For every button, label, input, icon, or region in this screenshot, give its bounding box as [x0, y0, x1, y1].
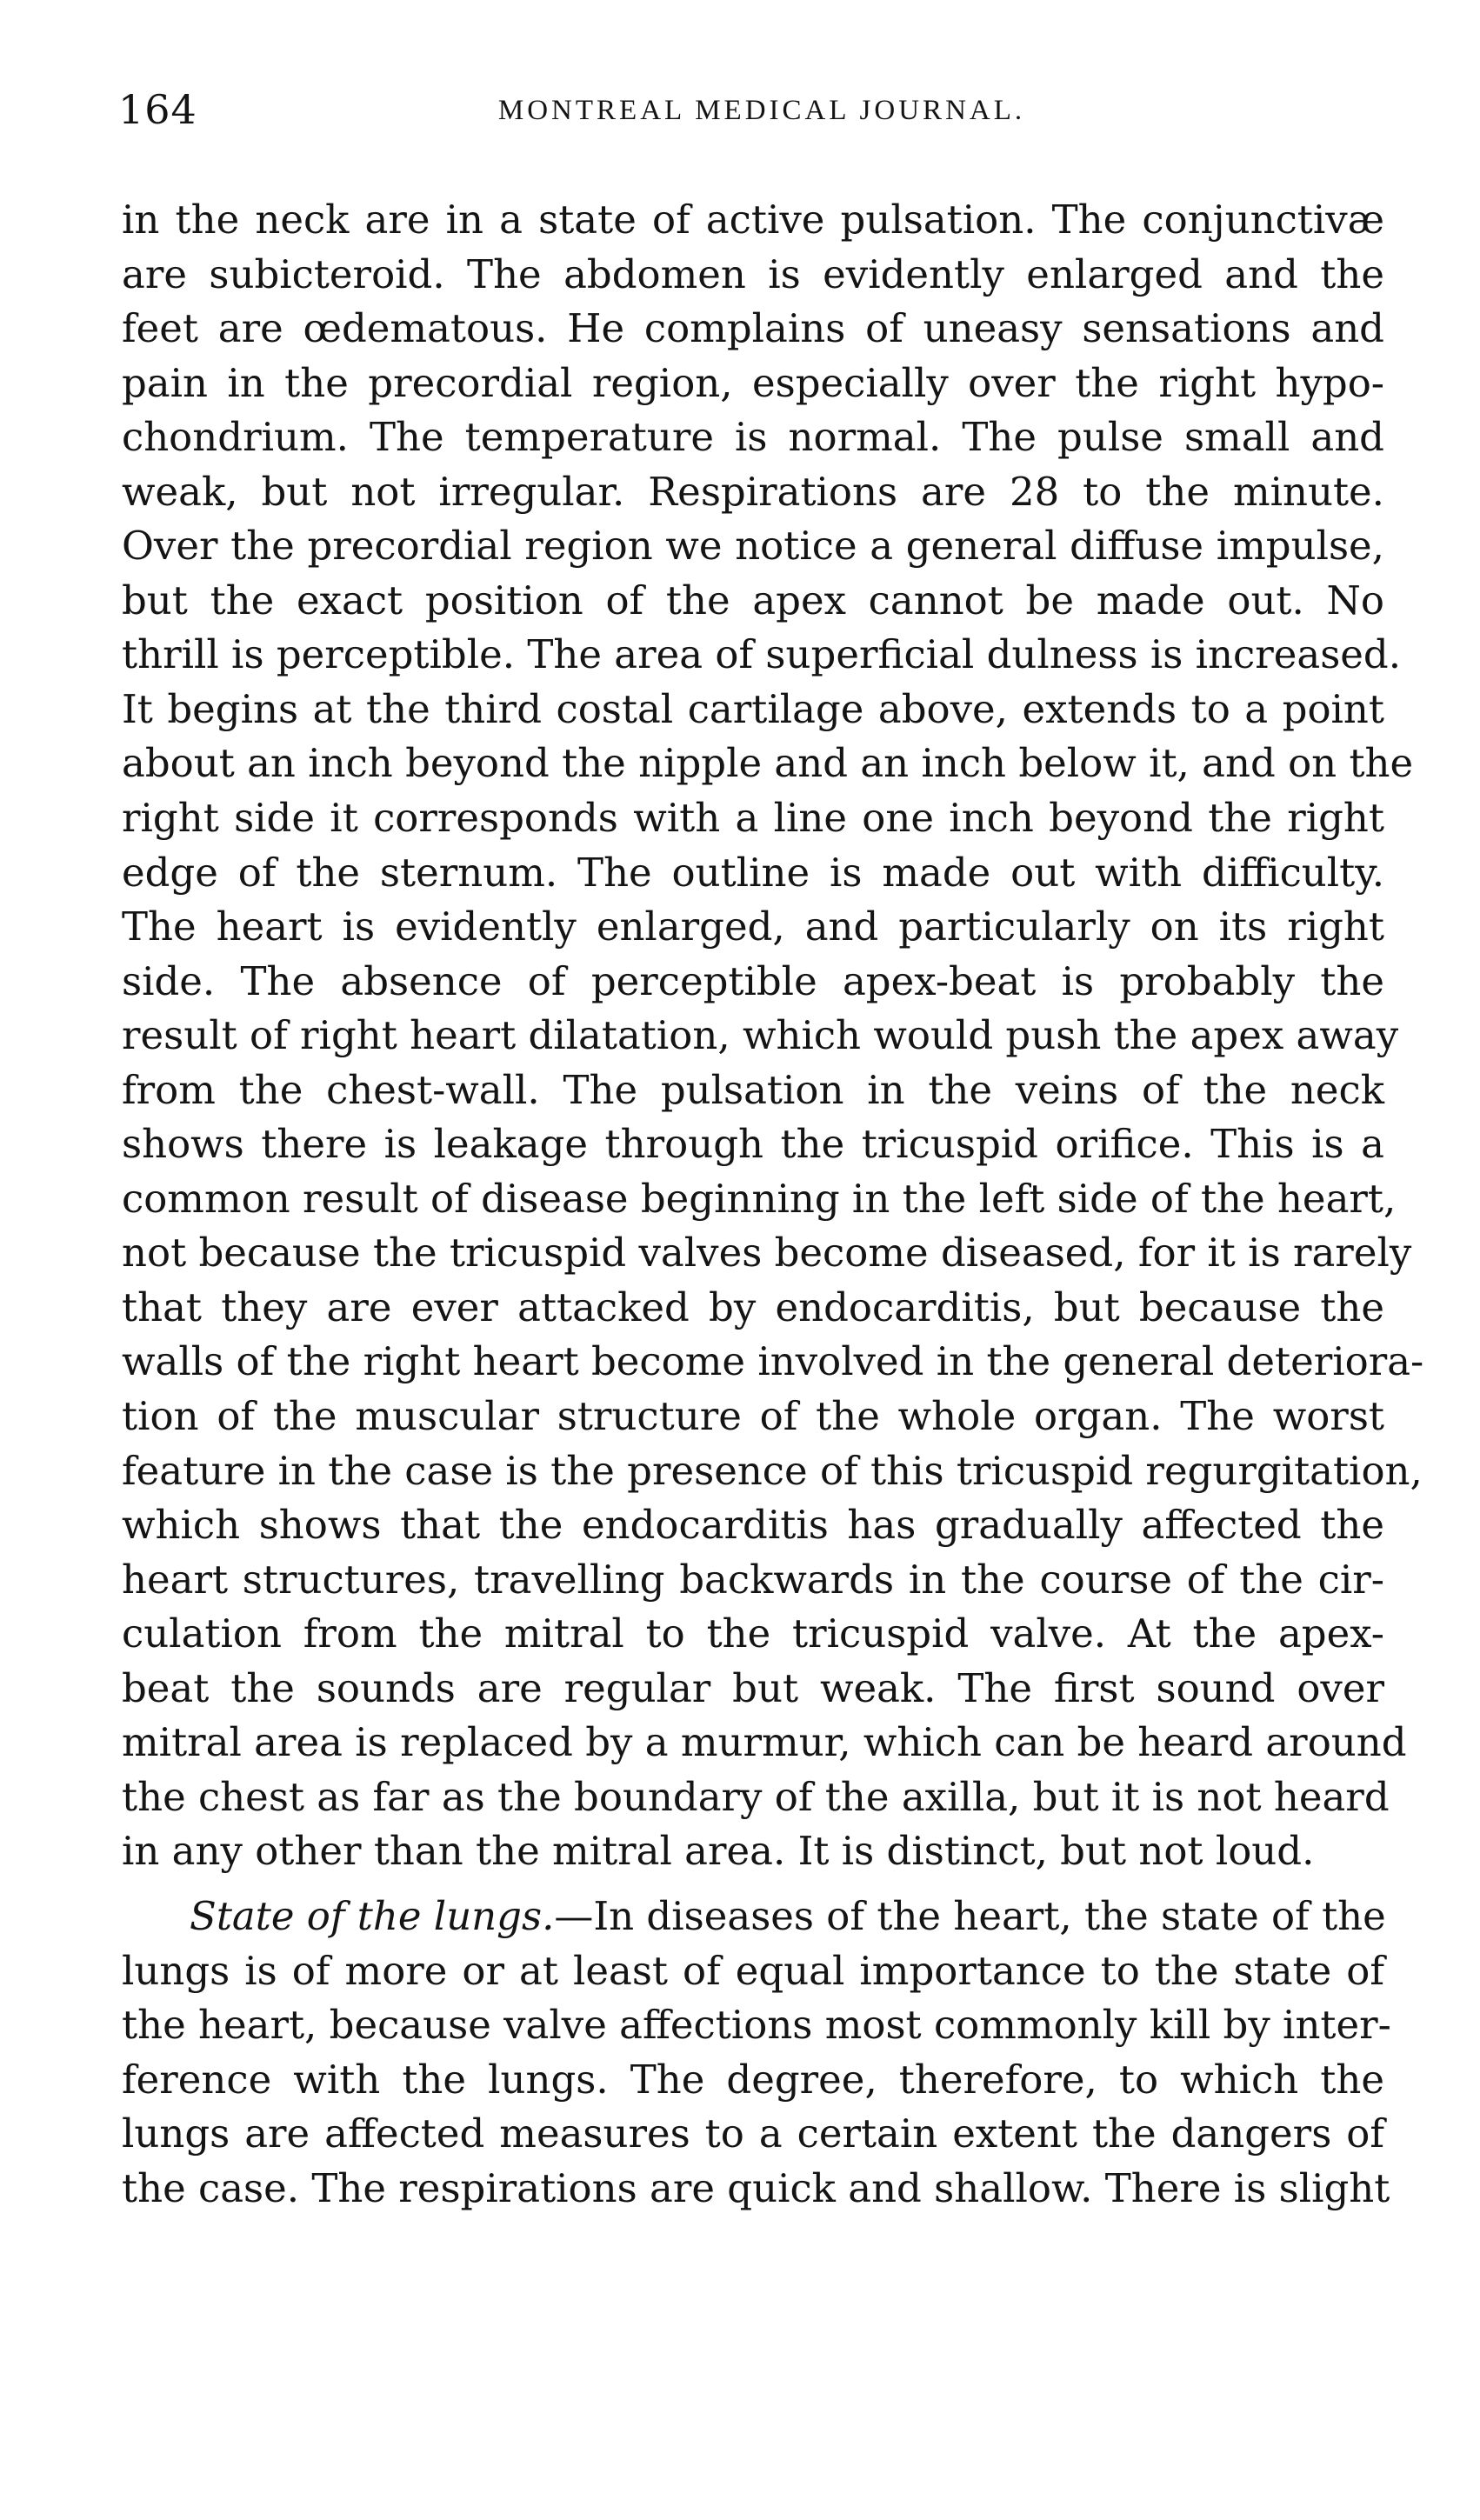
text-line: result of right heart dilatation, which would push the apex away	[122, 1012, 1399, 1059]
text-line: in any other than the mitral area. It is distinct, but not loud.	[122, 1828, 1315, 1875]
text-line: Over the precordial region we notice a general diffuse impulse,	[122, 523, 1384, 570]
text-line: chondrium. The temperature is normal. The pulse small and	[122, 414, 1384, 461]
section-heading-lungs: State of the lungs.	[190, 1892, 555, 1939]
text-line: the heart, because valve affections most commonly kill by inter-	[122, 2002, 1391, 2049]
text-line: lungs is of more or at least of equal importance to the state of	[122, 1947, 1384, 1994]
text-line: shows there is leakage through the tricuspid orifice. This is a	[122, 1121, 1384, 1168]
text-line: tion of the muscular structure of the whole organ. The worst	[122, 1393, 1384, 1440]
text-line: pain in the precordial region, especially over the right hypo-	[122, 359, 1384, 406]
heading-line-continuation: —In diseases of the heart, the state of the	[554, 1892, 1386, 1939]
text-line: the chest as far as the boundary of the axilla, but it is not heard	[122, 1773, 1390, 1820]
text-line: side. The absence of perceptible apex-beat is probably the	[122, 957, 1384, 1004]
text-line: ference with the lungs. The degree, therefore, to which the	[122, 2056, 1384, 2103]
text-line: feet are œdematous. He complains of uneasy sensations and	[122, 305, 1384, 352]
running-head	[118, 83, 1405, 136]
text-line: not because the tricuspid valves become diseased, for it is rarely	[122, 1230, 1412, 1277]
text-line: about an inch beyond the nipple and an inch below it, and on the	[122, 740, 1414, 787]
paragraph-2	[122, 1890, 1391, 2216]
text-line: which shows that the endocarditis has gradually affected the	[122, 1502, 1384, 1549]
text-line: from the chest-wall. The pulsation in the veins of the neck	[122, 1066, 1384, 1113]
text-line: edge of the sternum. The outline is made out with difficulty.	[122, 849, 1384, 896]
journal-title: MONTREAL MEDICAL JOURNAL.	[497, 95, 1026, 126]
text-line: common result of disease beginning in the left side of the heart,	[122, 1175, 1397, 1222]
text-line	[122, 1890, 1384, 1944]
text-line: that they are ever attacked by endocarditis, but because the	[122, 1283, 1384, 1330]
text-line: It begins at the third costal cartilage above, extends to a point	[122, 685, 1384, 732]
body-text	[122, 193, 1424, 2216]
text-line: are subicteroid. The abdomen is evidently enlarged and the	[122, 250, 1384, 297]
text-line: The heart is evidently enlarged, and particularly on its right	[122, 903, 1384, 950]
text-line: walls of the right heart become involved in the general deteriora-	[122, 1338, 1424, 1385]
text-line: but the exact position of the apex cannot be made out. No	[122, 577, 1384, 623]
text-line: thrill is perceptible. The area of superficial dulness is increased.	[122, 631, 1402, 678]
text-line: culation from the mitral to the tricuspid valve. At the apex-	[122, 1610, 1384, 1657]
paragraph-1	[122, 193, 1424, 1879]
paragraph-spacer	[122, 1879, 1384, 1890]
text-line: mitral area is replaced by a murmur, which can be heard around	[122, 1719, 1407, 1766]
text-line: weak, but not irregular. Respirations are 28 to the minute.	[122, 468, 1384, 515]
text-line: right side it corresponds with a line one inch beyond the right	[122, 795, 1384, 842]
text-line: beat the sounds are regular but weak. The first sound over	[122, 1664, 1384, 1711]
text-line: feature in the case is the presence of this tricuspid regurgitation,	[122, 1447, 1423, 1494]
text-line: heart structures, travelling backwards in the course of the cir-	[122, 1556, 1384, 1603]
text-line: in the neck are in a state of active pulsation. The conjunctivæ	[122, 197, 1384, 243]
text-line: the case. The respirations are quick and shallow. There is slight	[122, 2164, 1390, 2211]
page-number: 164	[118, 86, 197, 133]
text-line: lungs are affected measures to a certain extent the dangers of	[122, 2110, 1384, 2157]
